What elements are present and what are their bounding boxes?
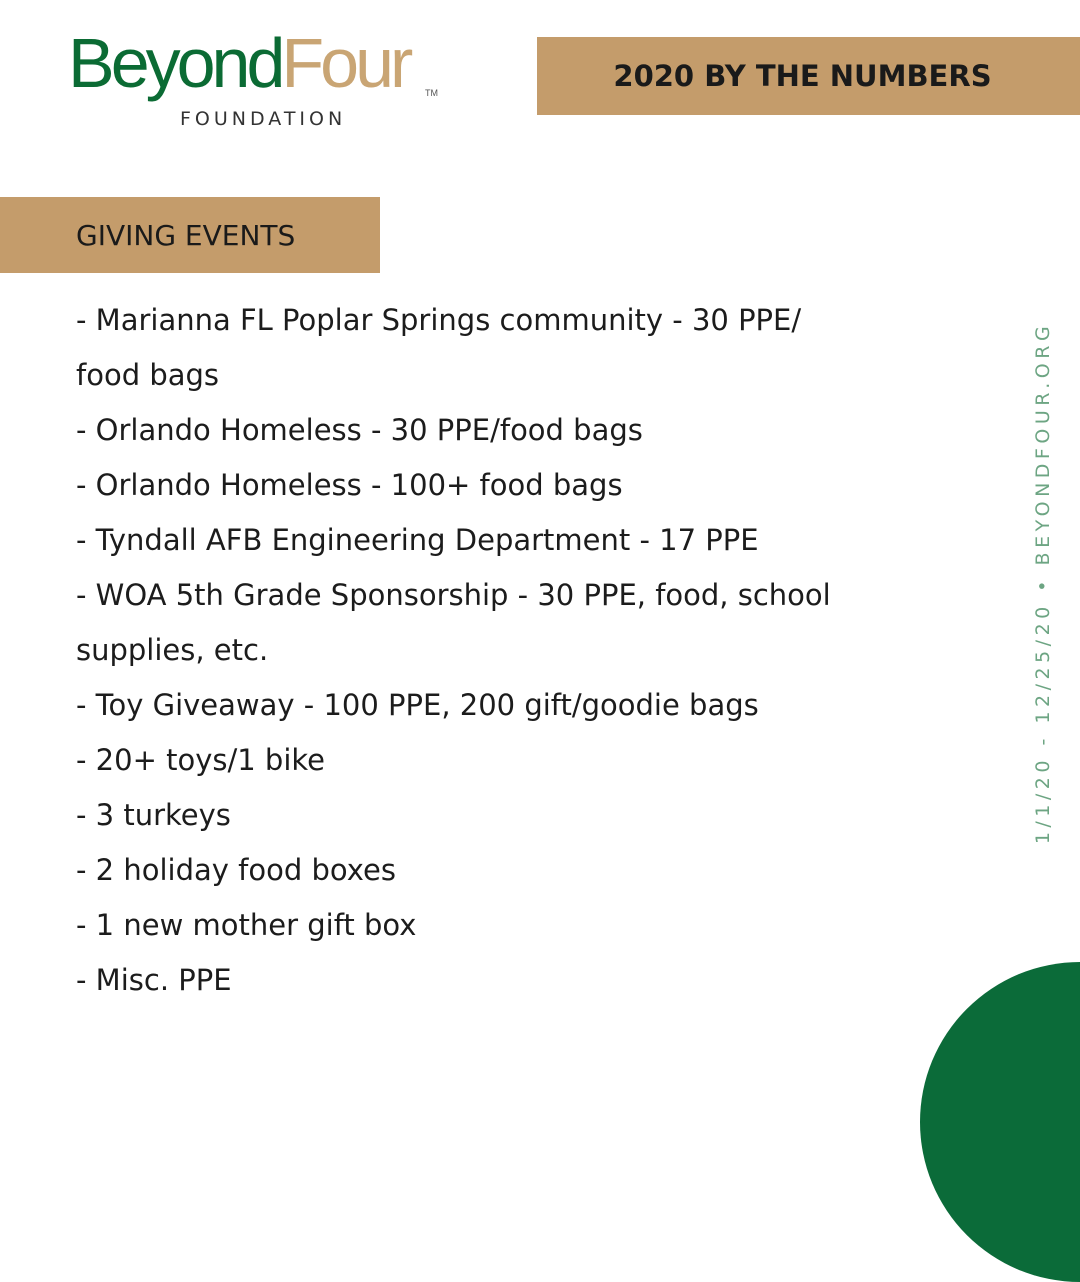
giving-events-list [76, 293, 948, 1008]
logo-wordmark [68, 24, 410, 102]
list-item: - Orlando Homeless - 30 PPE/food bags [76, 413, 643, 447]
page-title: 2020 BY THE NUMBERS [613, 59, 992, 93]
section-title: GIVING EVENTS [76, 218, 296, 252]
list-item: food bags [76, 358, 220, 392]
list-item: - Orlando Homeless - 100+ food bags [76, 468, 623, 502]
list-item: - WOA 5th Grade Sponsorship - 30 PPE, food, school [76, 578, 831, 612]
logo [68, 24, 448, 132]
list-item: supplies, etc. [76, 633, 269, 667]
logo-four-text: Four [281, 24, 410, 102]
date-website-vertical-text: 1/1/20 - 12/25/20 • BEYONDFOUR.ORG [1032, 321, 1054, 845]
logo-subtitle: FOUNDATION [180, 108, 347, 130]
list-item: - Tyndall AFB Engineering Department - 17 PPE [76, 523, 759, 557]
list-item: - 20+ toys/1 bike [76, 743, 325, 777]
list-item: - 2 holiday food boxes [76, 853, 396, 887]
list-item: - 1 new mother gift box [76, 908, 417, 942]
logo-trademark: TM [425, 88, 438, 98]
logo-beyond-text: Beyond [68, 24, 282, 102]
header-banner [537, 37, 1080, 115]
list-item: - Toy Giveaway - 100 PPE, 200 gift/goodie bags [76, 688, 759, 722]
section-banner [0, 197, 380, 273]
list-item: - 3 turkeys [76, 798, 231, 832]
list-item: - Marianna FL Poplar Springs community - 30 PPE/ [76, 303, 802, 337]
list-item: - Misc. PPE [76, 963, 232, 997]
decorative-green-circle [920, 962, 1080, 1282]
